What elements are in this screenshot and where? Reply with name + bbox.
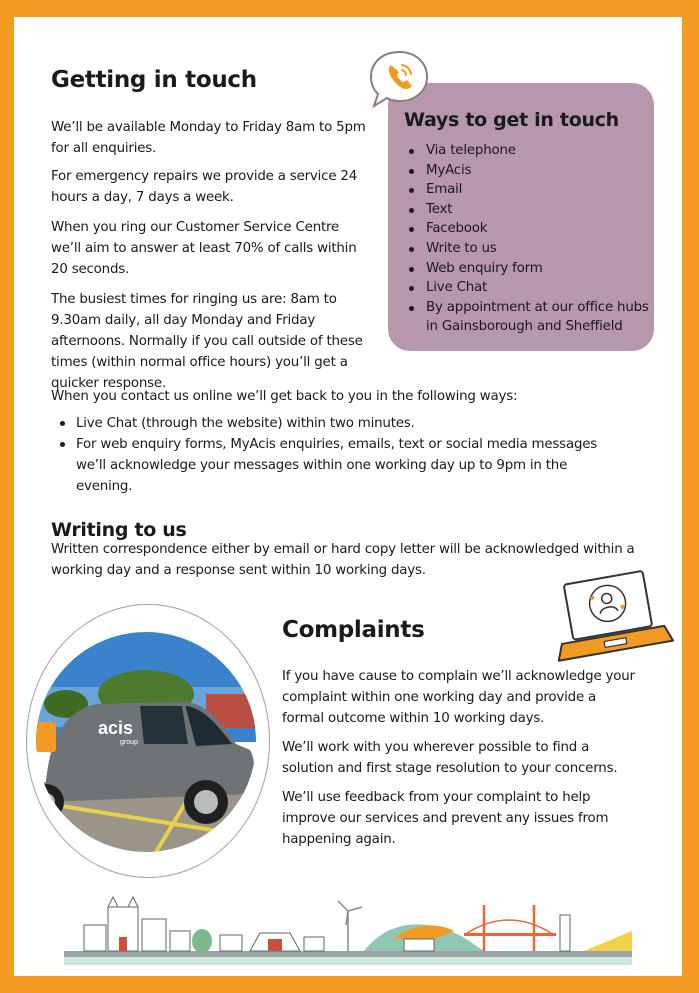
complaints-paragraph-2: We’ll work with you wherever possible to find a solution and first stage resolution to your concerns. — [282, 740, 618, 776]
hours-paragraph: We’ll be available Monday to Friday 8am to 5pm for all enquiries. — [51, 120, 366, 156]
phone-icon — [366, 47, 432, 113]
busiest-times-paragraph: The busiest times for ringing us are: 8am to 9.30am daily, all day Monday and Friday afternoons. Normally if you call outside of these times (within normal office hours) you’ll get a quicker response. — [51, 292, 363, 391]
laptop-user-icon — [548, 565, 674, 669]
van-logo-text: acis — [98, 718, 134, 738]
ways-to-get-in-touch-box — [388, 83, 654, 351]
page — [14, 17, 682, 976]
online-contact-intro: When you contact us online we’ll get back to you in the following ways: — [51, 389, 518, 404]
list-item: Email — [406, 180, 651, 200]
complaints-paragraph-3: We’ll use feedback from your complaint to help improve our services and prevent any issues from happening again. — [282, 790, 609, 847]
emergency-paragraph: For emergency repairs we provide a service 24 hours a day, 7 days a week. — [51, 169, 358, 205]
van-logo-subtext: group — [120, 739, 138, 746]
list-item: Text — [406, 200, 651, 220]
list-item: Live Chat (through the website) within two minutes. — [58, 413, 618, 434]
complaints-heading: Complaints — [282, 617, 425, 643]
writing-paragraph: Written correspondence either by email or hard copy letter will be acknowledged within a working day and a response sent within 10 working days. — [51, 542, 635, 578]
list-item: MyAcis — [406, 161, 651, 181]
town-skyline-illustration — [64, 895, 632, 965]
answer-time-paragraph: When you ring our Customer Service Centre we’ll aim to answer at least 70% of calls within 20 seconds. — [51, 220, 357, 277]
van-photo — [36, 632, 256, 852]
ways-box-title: Ways to get in touch — [404, 109, 619, 131]
list-item: By appointment at our office hubs in Gainsborough and Sheffield — [406, 298, 651, 337]
writing-to-us-heading: Writing to us — [51, 518, 187, 541]
online-contact-list — [58, 413, 618, 497]
list-item: Write to us — [406, 239, 651, 259]
list-item: Facebook — [406, 219, 651, 239]
complaints-paragraph-1: If you have cause to complain we’ll acknowledge your complaint within one working day and provide a formal outcome within 10 working days. — [282, 669, 635, 726]
list-item: For web enquiry forms, MyAcis enquiries, emails, text or social media messages we’ll acknowledge your messages within one working day up to 9pm in the evening. — [58, 434, 618, 497]
getting-in-touch-heading: Getting in touch — [51, 67, 257, 93]
ways-list — [406, 141, 651, 337]
list-item: Live Chat — [406, 278, 651, 298]
list-item: Web enquiry form — [406, 259, 651, 279]
list-item: Via telephone — [406, 141, 651, 161]
